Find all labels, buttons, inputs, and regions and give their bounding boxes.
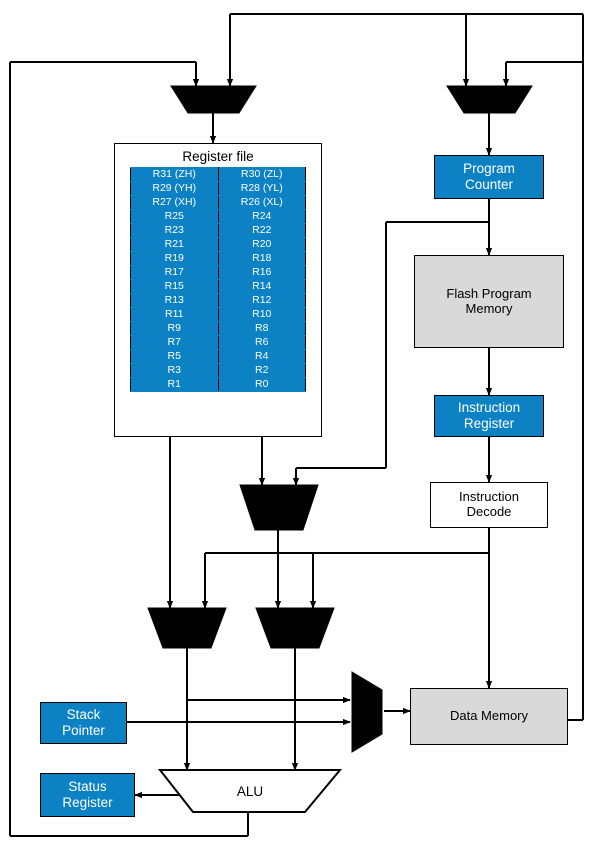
register-cell[interactable]: R24 — [218, 210, 306, 224]
register-cell[interactable]: R6 — [218, 336, 306, 350]
program-counter-label-line2: Counter — [464, 177, 514, 192]
mux-program-counter-input[interactable] — [447, 86, 532, 113]
flash-program-memory-label-line2: Memory — [465, 300, 513, 316]
status-register-label-line2: Register — [62, 795, 113, 810]
register-cell[interactable]: R21 — [131, 238, 219, 252]
register-cell[interactable]: R10 — [218, 308, 306, 322]
register-cell[interactable]: R31 (ZH) — [131, 168, 219, 182]
register-cell[interactable]: R11 — [131, 308, 219, 322]
register-cell[interactable]: R27 (XH) — [131, 196, 219, 210]
register-cell[interactable]: R1 — [131, 378, 219, 392]
register-cell[interactable]: R12 — [218, 294, 306, 308]
register-cell[interactable]: R16 — [218, 266, 306, 280]
alu-label: ALU — [236, 784, 264, 799]
instruction-decode-label-line2: Decode — [466, 504, 512, 519]
register-cell[interactable]: R19 — [131, 252, 219, 266]
register-cell[interactable]: R30 (ZL) — [218, 168, 306, 182]
program-counter-label-line1: Program — [463, 161, 515, 177]
register-cell[interactable]: R4 — [218, 350, 306, 364]
register-cell[interactable]: R20 — [218, 238, 306, 252]
status-register-label-line1: Status — [68, 779, 107, 795]
register-cell[interactable]: R2 — [218, 364, 306, 378]
register-cell[interactable]: R7 — [131, 336, 219, 350]
register-cell[interactable]: R9 — [131, 322, 219, 336]
register-cell[interactable]: R18 — [218, 252, 306, 266]
mux-alu-operand-a[interactable] — [148, 608, 226, 648]
register-cell[interactable]: R5 — [131, 350, 219, 364]
register-cell[interactable]: R26 (XL) — [218, 196, 306, 210]
register-cell[interactable]: R28 (YL) — [218, 182, 306, 196]
mux-register-file-input[interactable] — [171, 86, 256, 113]
data-memory-label: Data Memory — [449, 708, 529, 724]
register-cell[interactable]: R25 — [131, 210, 219, 224]
register-cell[interactable]: R14 — [218, 280, 306, 294]
register-cell[interactable]: R22 — [218, 224, 306, 238]
mux-alu-operand-b[interactable] — [256, 608, 334, 648]
flash-program-memory-label-line1: Flash Program — [446, 285, 532, 301]
register-cell[interactable]: R3 — [131, 364, 219, 378]
stack-pointer-label-line2: Pointer — [62, 723, 105, 738]
register-cell[interactable]: R17 — [131, 266, 219, 280]
register-cell[interactable]: R8 — [218, 322, 306, 336]
mux-data-memory-address[interactable] — [352, 672, 382, 752]
stack-pointer-label-line1: Stack — [66, 707, 101, 723]
register-cell[interactable]: R15 — [131, 280, 219, 294]
register-cell[interactable]: R23 — [131, 224, 219, 238]
register-cell[interactable]: R13 — [131, 294, 219, 308]
register-cell[interactable]: R0 — [218, 378, 306, 392]
register-cell[interactable]: R29 (YH) — [131, 182, 219, 196]
instruction-register-label-line1: Instruction — [457, 400, 521, 416]
instruction-decode-label-line1: Instruction — [459, 489, 519, 505]
mux-address[interactable] — [240, 485, 318, 530]
register-file-title: Register file — [182, 149, 254, 164]
instruction-register-label-line2: Register — [463, 416, 515, 431]
